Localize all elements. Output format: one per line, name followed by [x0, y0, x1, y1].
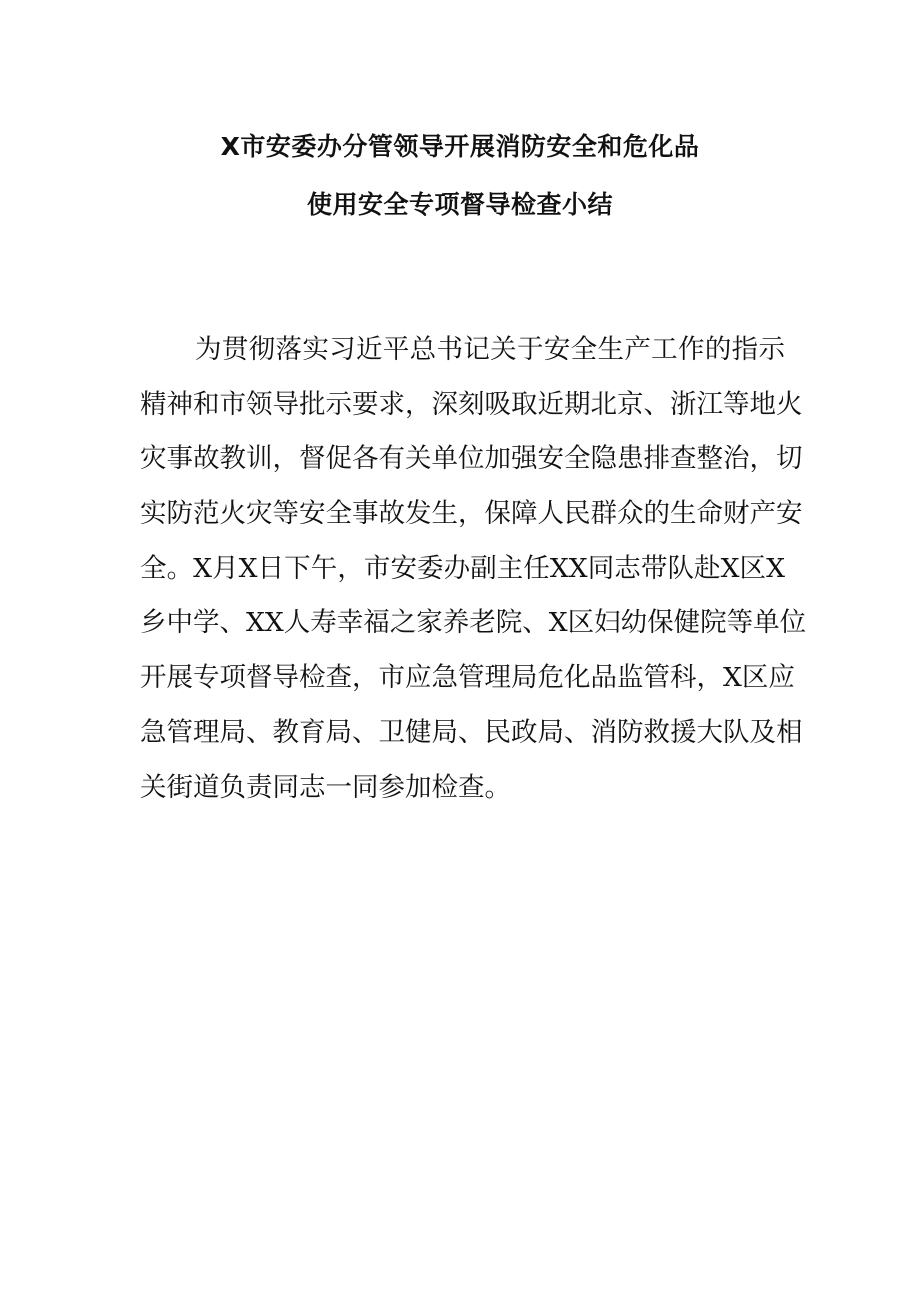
document-title [0, 118, 920, 234]
paragraph-line-3: 灾事故教训，督促各有关单位加强安全隐患排查整治，切 [140, 443, 803, 475]
title-line-2: 使用安全专项督导检查小结 [306, 190, 613, 219]
title-line-1: X市安委办分管领导开展消防安全和危化品 [220, 132, 700, 161]
body-paragraph [140, 323, 807, 815]
paragraph-line-2: 精神和市领导批示要求，深刻吸取近期北京、浙江等地火 [140, 388, 803, 420]
paragraph-line-9: 关街道负责同志一同参加检查。 [140, 771, 511, 803]
paragraph-line-5: 全。X月X日下午，市安委办副主任XX同志带队赴X区X [140, 552, 785, 584]
paragraph-line-6: 乡中学、XX人寿幸福之家养老院、X区妇幼保健院等单位 [140, 607, 807, 639]
paragraph-line-8: 急管理局、教育局、卫健局、民政局、消防救援大队及相 [140, 716, 803, 748]
paragraph-line-1: 为贯彻落实习近平总书记关于安全生产工作的指示 [195, 334, 785, 365]
paragraph-line-7: 开展专项督导检查，市应急管理局危化品监管科，X区应 [140, 662, 795, 694]
paragraph-line-4: 实防范火灾等安全事故发生，保障人民群众的生命财产安 [140, 498, 803, 530]
